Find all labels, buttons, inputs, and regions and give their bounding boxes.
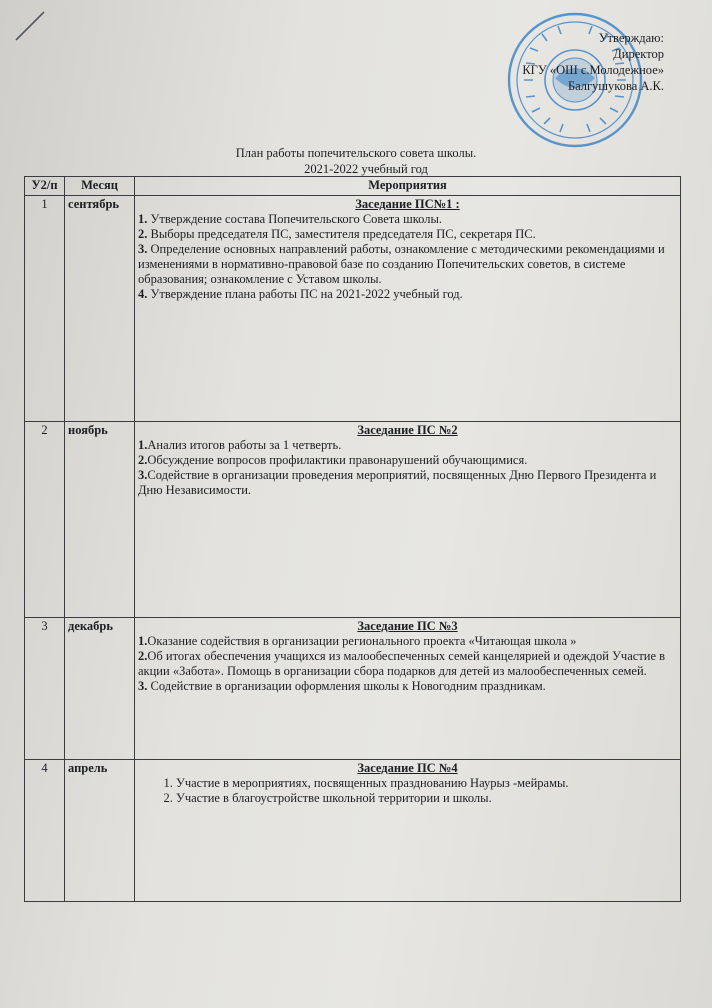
title-line-1: План работы попечительского совета школы. <box>235 146 477 160</box>
row-month: сентябрь <box>65 196 135 422</box>
approve-position: Директор <box>613 47 664 61</box>
meeting-title: Заседание ПС №3 <box>357 619 458 633</box>
row-month: апрель <box>65 760 135 902</box>
event-item: 1. Участие в мероприятиях, посвященных празднованию Наурыз -мейрамы. <box>176 776 677 791</box>
row-number: 3 <box>25 618 65 760</box>
event-item: 3. Содействие в организации оформления школы к Новогодним праздникам. <box>138 679 546 693</box>
row-number: 2 <box>25 422 65 618</box>
row-events <box>135 422 681 618</box>
row-month: декабрь <box>65 618 135 760</box>
meeting-title: Заседание ПС №4 <box>357 761 458 775</box>
event-item: 1.Оказание содействия в организации регионального проекта «Читающая школа » <box>138 634 577 648</box>
header-num: У2/п <box>25 177 65 196</box>
table-row <box>25 422 681 618</box>
approve-name: Балгушукова А.К. <box>567 79 664 93</box>
row-number: 1 <box>25 196 65 422</box>
event-list <box>138 776 677 806</box>
approve-label: Утверждаю: <box>598 31 664 45</box>
event-item: 1.Анализ итогов работы за 1 четверть. <box>138 438 342 452</box>
table-row <box>25 760 681 902</box>
meeting-title: Заседание ПС №2 <box>357 423 458 437</box>
pen-stroke-mark <box>12 8 48 44</box>
event-item: 4. Утверждение плана работы ПС на 2021-2022 учебный год. <box>138 287 463 301</box>
row-events <box>135 196 681 422</box>
event-item: 2.Об итогах обеспечения учащихся из малообеспеченных семей канцелярией и одеждой Участие в акции «Забота». Помощь в организации сбора подарков для детей из малообеспеченных семей. <box>138 649 666 678</box>
approve-organization: КГУ «ОШ с.Молодежное» <box>522 63 664 77</box>
row-number: 4 <box>25 760 65 902</box>
table-row <box>25 618 681 760</box>
event-item: 2.Обсуждение вопросов профилактики правонарушений обучающимися. <box>138 453 528 467</box>
work-plan-table <box>24 176 681 902</box>
event-item: 3.Содействие в организации проведения мероприятий, посвященных Дню Первого Президента и Дню Независимости. <box>138 468 657 497</box>
event-item: 3. Определение основных направлений работы, ознакомление с методическими рекомендациями и изменениями в нормативно-правовой базе по созданию Попечительских советов, в системе образования; ознакомление с Уставом школы. <box>138 242 665 286</box>
approval-block <box>464 30 664 94</box>
table-header-row <box>25 177 681 196</box>
title-line-2: 2021-2022 учебный год <box>304 162 428 176</box>
meeting-title: Заседание ПС№1 : <box>355 197 460 211</box>
row-month: ноябрь <box>65 422 135 618</box>
row-events <box>135 760 681 902</box>
table-row <box>25 196 681 422</box>
header-events: Мероприятия <box>135 177 681 196</box>
event-item: 2. Участие в благоустройстве школьной территории и школы. <box>176 791 677 806</box>
event-item: 1. Утверждение состава Попечительского Совета школы. <box>138 212 442 226</box>
document-title <box>0 145 712 177</box>
event-item: 2. Выборы председателя ПС, заместителя председателя ПС, секретаря ПС. <box>138 227 536 241</box>
header-month: Месяц <box>65 177 135 196</box>
row-events <box>135 618 681 760</box>
